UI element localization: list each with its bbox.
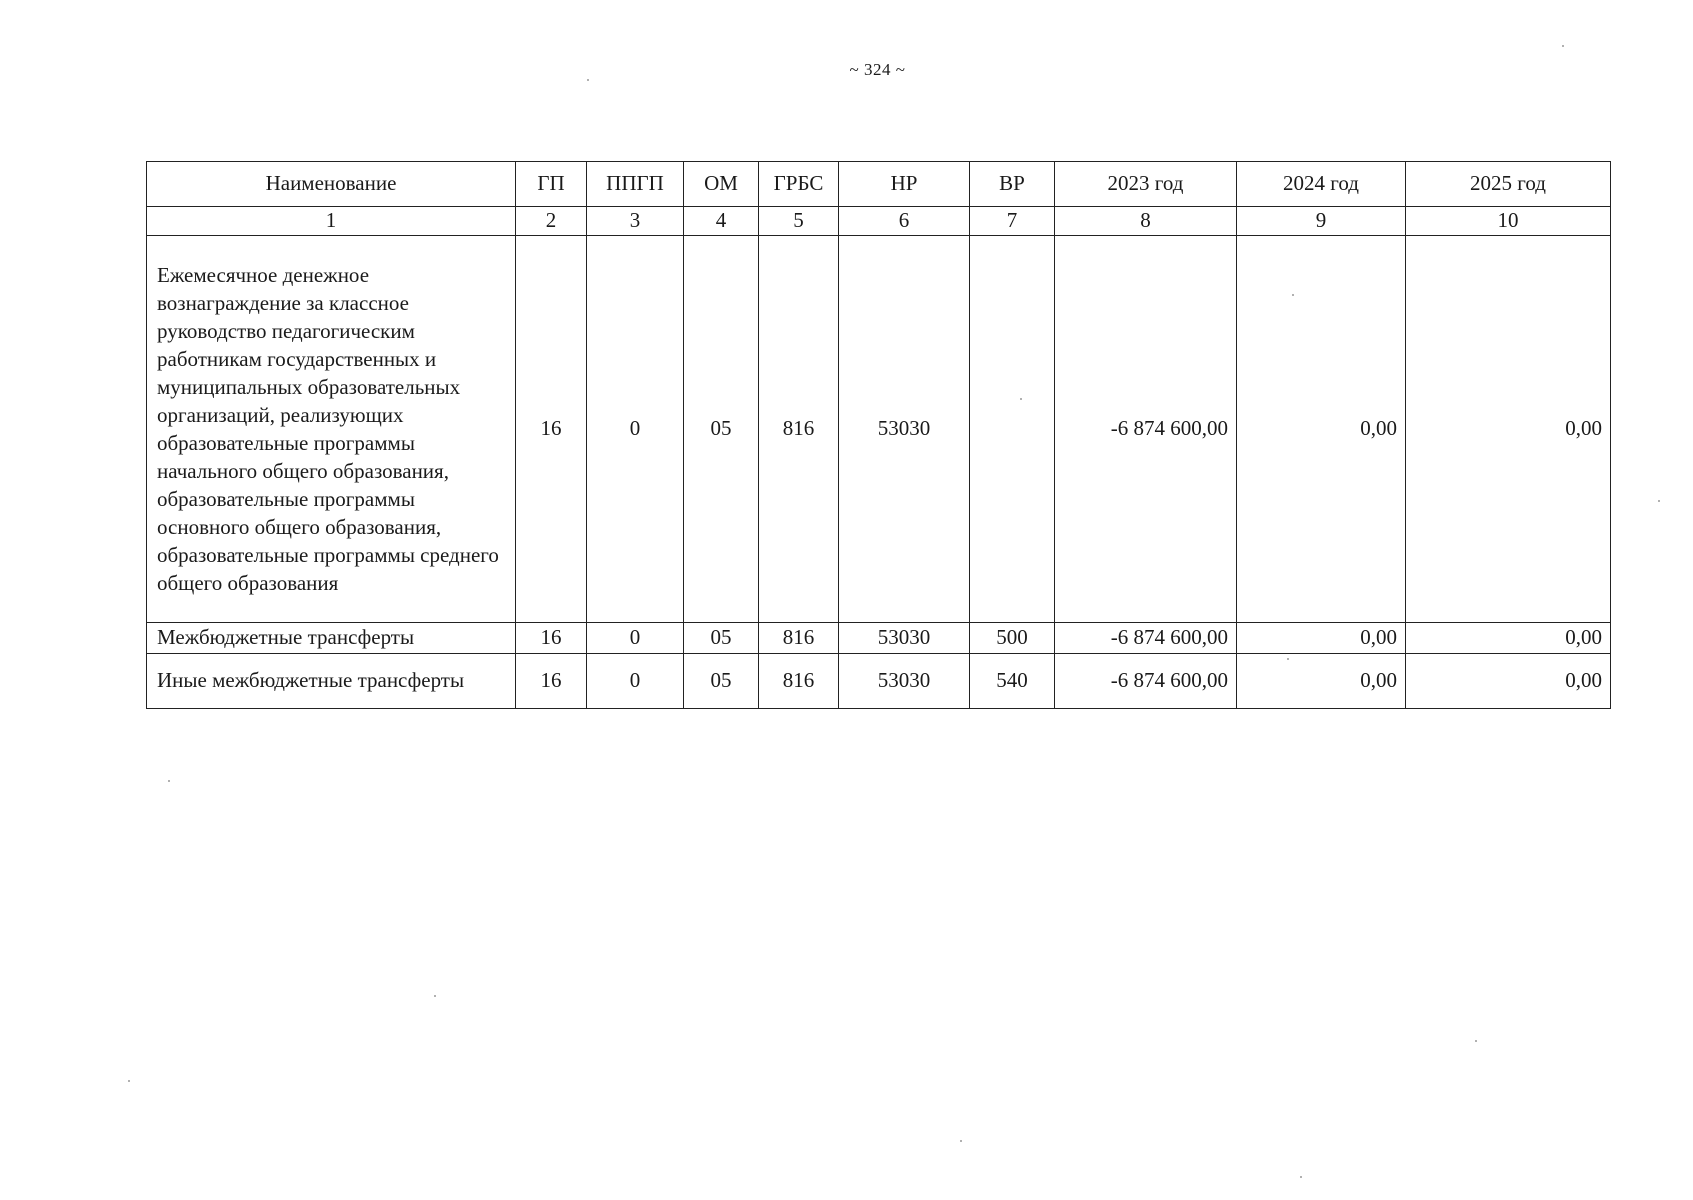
header-row <box>147 162 1611 207</box>
column-number: 9 <box>1237 207 1406 236</box>
cell-2025: 0,00 <box>1406 236 1611 623</box>
row-name: Иные межбюджетные трансферты <box>147 654 516 709</box>
column-number: 7 <box>970 207 1055 236</box>
scan-speck <box>587 79 589 81</box>
cell-nr: 53030 <box>839 654 970 709</box>
cell-nr: 53030 <box>839 623 970 654</box>
header-2025: 2025 год <box>1406 162 1611 207</box>
header-vr: ВР <box>970 162 1055 207</box>
column-number: 2 <box>516 207 587 236</box>
scan-speck <box>1562 45 1564 47</box>
table-row <box>147 236 1611 623</box>
cell-2025: 0,00 <box>1406 623 1611 654</box>
scan-speck <box>1475 1040 1477 1042</box>
header-gp: ГП <box>516 162 587 207</box>
scan-speck <box>1300 1176 1302 1178</box>
cell-grbs: 816 <box>759 623 839 654</box>
cell-ppgp: 0 <box>587 623 684 654</box>
row-name: Межбюджетные трансферты <box>147 623 516 654</box>
cell-nr: 53030 <box>839 236 970 623</box>
header-2023: 2023 год <box>1055 162 1237 207</box>
cell-gp: 16 <box>516 623 587 654</box>
cell-om: 05 <box>684 623 759 654</box>
header-2024: 2024 год <box>1237 162 1406 207</box>
column-number: 10 <box>1406 207 1611 236</box>
column-number: 6 <box>839 207 970 236</box>
cell-gp: 16 <box>516 654 587 709</box>
cell-2023: -6 874 600,00 <box>1055 623 1237 654</box>
cell-grbs: 816 <box>759 236 839 623</box>
scan-speck <box>1292 294 1294 296</box>
cell-om: 05 <box>684 236 759 623</box>
page-number: ~ 324 ~ <box>849 60 906 79</box>
scan-speck <box>960 1140 962 1142</box>
column-number: 3 <box>587 207 684 236</box>
cell-vr <box>970 236 1055 623</box>
cell-2023: -6 874 600,00 <box>1055 236 1237 623</box>
scan-speck <box>1658 500 1660 502</box>
header-ppgp: ППГП <box>587 162 684 207</box>
cell-2024: 0,00 <box>1237 623 1406 654</box>
table-row <box>147 654 1611 709</box>
cell-vr: 540 <box>970 654 1055 709</box>
column-number: 8 <box>1055 207 1237 236</box>
header-om: ОМ <box>684 162 759 207</box>
scan-speck <box>128 1080 130 1082</box>
cell-vr: 500 <box>970 623 1055 654</box>
budget-table <box>146 161 1611 709</box>
column-number: 1 <box>147 207 516 236</box>
cell-2024: 0,00 <box>1237 654 1406 709</box>
cell-grbs: 816 <box>759 654 839 709</box>
column-number: 4 <box>684 207 759 236</box>
cell-2024: 0,00 <box>1237 236 1406 623</box>
scan-speck <box>1020 398 1022 400</box>
scan-speck <box>168 780 170 782</box>
column-number-row <box>147 207 1611 236</box>
column-number: 5 <box>759 207 839 236</box>
cell-2023: -6 874 600,00 <box>1055 654 1237 709</box>
scan-speck <box>1287 658 1289 660</box>
header-grbs: ГРБС <box>759 162 839 207</box>
scan-speck <box>434 995 436 997</box>
cell-2025: 0,00 <box>1406 654 1611 709</box>
header-nr: НР <box>839 162 970 207</box>
header-name: Наименование <box>147 162 516 207</box>
cell-ppgp: 0 <box>587 236 684 623</box>
table-row <box>147 623 1611 654</box>
cell-om: 05 <box>684 654 759 709</box>
cell-ppgp: 0 <box>587 654 684 709</box>
cell-gp: 16 <box>516 236 587 623</box>
row-name: Ежемесячное денежное вознаграждение за классное руководство педагогическим работникам государственных и муниципальных образовательных организаций, реализующих образовательные программы начального общего образования, образовательные программы основного общего образования, образовательные программы среднего общего образования <box>147 236 516 623</box>
